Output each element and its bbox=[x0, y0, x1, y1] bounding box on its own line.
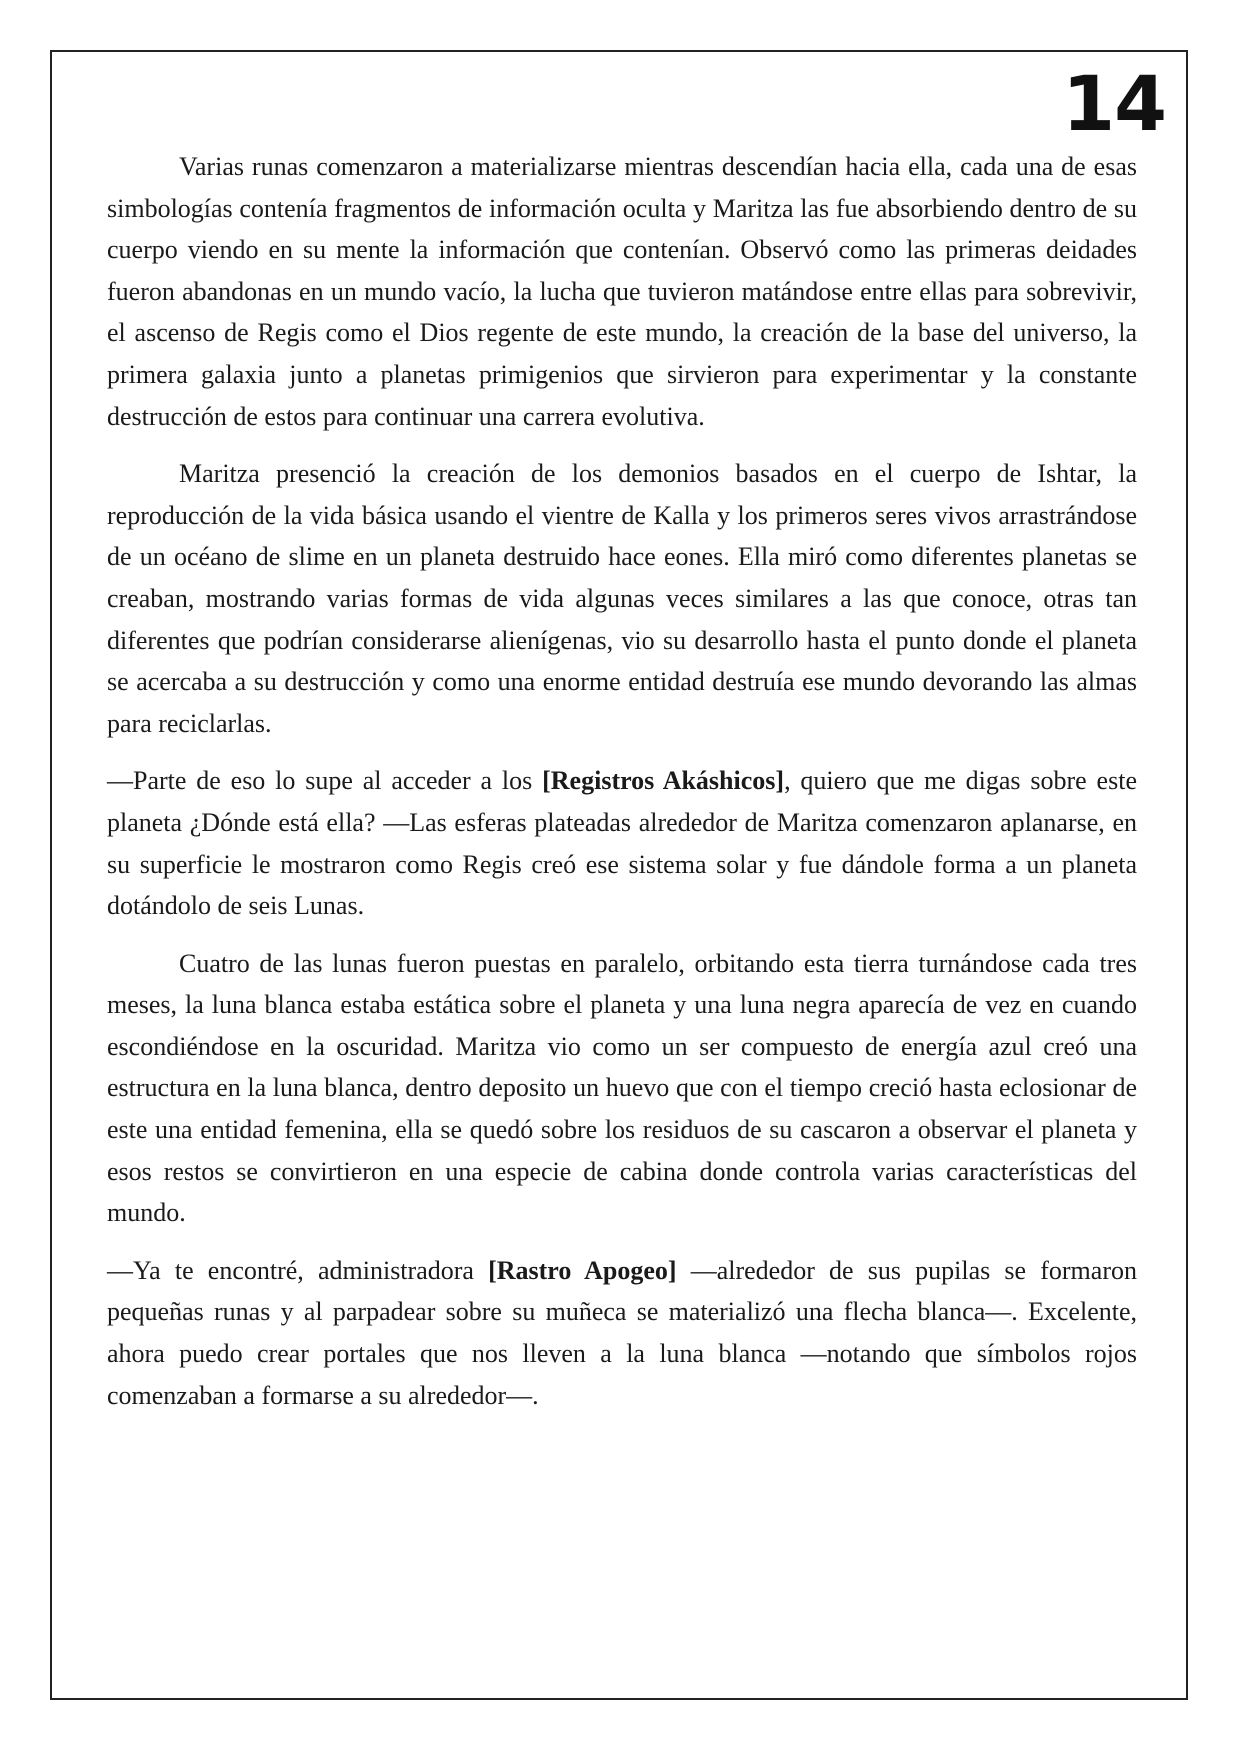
paragraph-text: , quiero que me digas sobre este planeta ¿Dónde está ella? —Las esferas plateadas alrededor de Maritza comenzaron aplanarse, en su superficie le mostraron como Regis creó ese sistema solar y fue dándole forma a un planeta dotándolo de seis Lunas. bbox=[107, 766, 1137, 921]
paragraph-text: Cuatro de las lunas fueron puestas en paralelo, orbitando esta tierra turnándose cada tres meses, la luna blanca estaba estática sobre el planeta y una luna negra aparecía de vez en cuando escondiéndose en la oscuridad. Maritza vio como un ser compuesto de energía azul creó una estructura en la luna blanca, dentro deposito un huevo que con el tiempo creció hasta eclosionar de este una entidad femenina, ella se quedó sobre los residuos de su cascaron a observar el planeta y esos restos se convirtieron en una especie de cabina donde controla varias características del mundo. bbox=[107, 948, 1137, 1228]
paragraph-2 bbox=[107, 453, 1137, 744]
paragraph-text: Maritza presenció la creación de los demonios basados en el cuerpo de Ishtar, la reproducción de la vida básica usando el vientre de Kalla y los primeros seres vivos arrastrándose de un océano de slime en un planeta destruido hace eones. Ella miró como diferentes planetas se creaban, mostrando varias formas de vida algunas veces similares a las que conoce, otras tan diferentes que podrían considerarse alienígenas, vio su desarrollo hasta el punto donde el planeta se acercaba a su destrucción y como una enorme entidad destruía ese mundo devorando las almas para reciclarlas. bbox=[107, 459, 1137, 738]
paragraph-3 bbox=[107, 760, 1137, 926]
paragraph-text: —Ya te encontré, administradora bbox=[107, 1255, 489, 1285]
paragraph-text: —alrededor de sus pupilas se formaron pequeñas runas y al parpadear sobre su muñeca se materializó una flecha blanca—. Excelente, ahora puedo crear portales que nos lleven a la luna blanca —notando que símbolos rojos comenzaban a formarse a su alrededor—. bbox=[107, 1255, 1137, 1410]
highlighted-term: [Registros Akáshicos] bbox=[542, 766, 785, 796]
paragraph-4 bbox=[107, 943, 1137, 1234]
page-number: 14 bbox=[1062, 59, 1166, 148]
paragraph-5 bbox=[107, 1250, 1137, 1416]
page-frame bbox=[50, 50, 1188, 1700]
paragraph-text: Varias runas comenzaron a materializarse mientras descendían hacia ella, cada una de esas simbologías contenía fragmentos de información oculta y Maritza las fue absorbiendo dentro de su cuerpo viendo en su mente la información que contenían. Observó como las primeras deidades fueron abandonas en un mundo vacío, la lucha que tuvieron matándose entre ellas para sobrevivir, el ascenso de Regis como el Dios regente de este mundo, la creación de la base del universo, la primera galaxia junto a planetas primigenios que sirvieron para experimentar y la constante destrucción de estos para continuar una carrera evolutiva. bbox=[107, 152, 1137, 431]
highlighted-term: [Rastro Apogeo] bbox=[488, 1255, 677, 1285]
text-body bbox=[107, 146, 1137, 1432]
paragraph-1 bbox=[107, 146, 1137, 437]
paragraph-text: —Parte de eso lo supe al acceder a los bbox=[107, 766, 543, 796]
